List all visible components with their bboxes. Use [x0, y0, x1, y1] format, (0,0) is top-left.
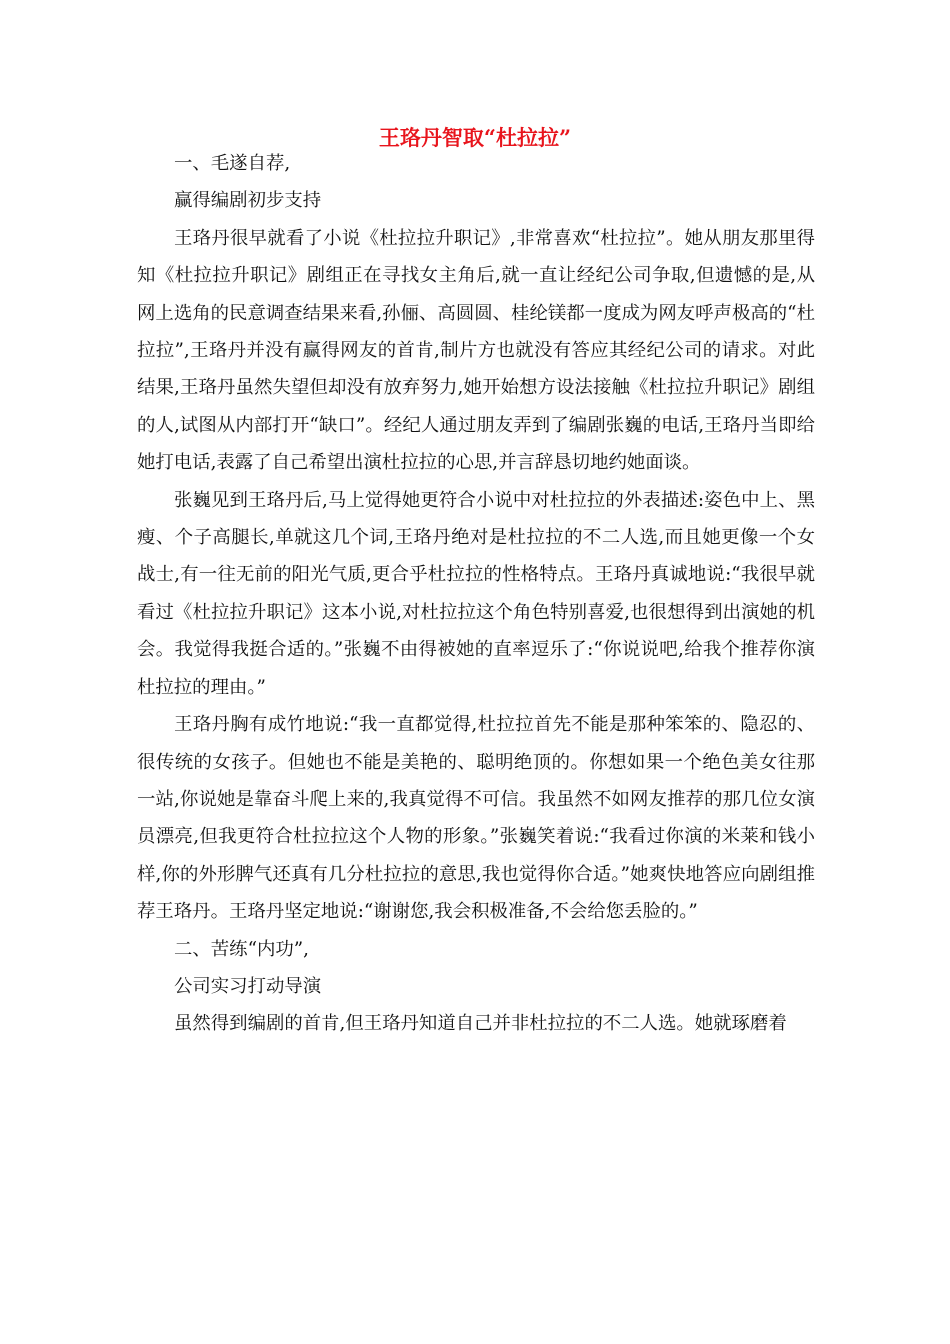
- section-subheading-1: 赢得编剧初步支持: [174, 190, 322, 212]
- document-title: 王珞丹智取“杜拉拉”: [378, 125, 572, 150]
- section-heading-1: 一、毛遂自荐,: [174, 153, 291, 174]
- section-heading-2: 二、苦练“内功”,: [174, 938, 309, 960]
- body-paragraph: 虽然得到编剧的首肯,但王珞丹知道自己并非杜拉拉的不二人选。她就琢磨着: [174, 1013, 787, 1035]
- section-subheading-2: 公司实习打动导演: [174, 975, 322, 997]
- body-paragraph: 张巍见到王珞丹后,马上觉得她更符合小说中对杜拉拉的外表描述:姿色中上、黑瘦、个子高腿长,单就这几个词,王珞丹绝对是杜拉拉的不二人选,而且她更像一个女战士,有一往无前的阳光气质,更合乎杜拉拉的性格特点。王珞丹真诚地说:“我很早就看过《杜拉拉升职记》这本小说,对杜拉拉这个角色特别喜爱,也很想得到出演她的机会。我觉得我挺合适的。”张巍不由得被她的直率逗乐了:“你说说吧,给我个推荐你演杜拉拉的理由。”: [137, 489, 815, 698]
- body-paragraph: 王珞丹胸有成竹地说:“我一直都觉得,杜拉拉首先不能是那种笨笨的、隐忍的、很传统的女孩子。但她也不能是美艳的、聪明绝顶的。你想如果一个绝色美女往那一站,你说她是靠奋斗爬上来的,我真觉得不可信。我虽然不如网友推荐的那几位女演员漂亮,但我更符合杜拉拉这个人物的形象。”张巍笑着说:“我看过你演的米莱和钱小样,你的外形脾气还真有几分杜拉拉的意思,我也觉得你合适。”她爽快地答应向剧组推荐王珞丹。王珞丹坚定地说:“谢谢您,我会积极准备,不会给您丢脸的。”: [137, 714, 815, 923]
- body-paragraph: 王珞丹很早就看了小说《杜拉拉升职记》,非常喜欢“杜拉拉”。她从朋友那里得知《杜拉拉升职记》剧组正在寻找女主角后,就一直让经纪公司争取,但遗憾的是,从网上选角的民意调查结果来看,孙俪、高圆圆、桂纶镁都一度成为网友呼声极高的“杜拉拉”,王珞丹并没有赢得网友的首肯,制片方也就没有答应其经纪公司的请求。对此结果,王珞丹虽然失望但却没有放弃努力,她开始想方设法接触《杜拉拉升职记》剧组的人,试图从内部打开“缺口”。经纪人通过朋友弄到了编剧张巍的电话,王珞丹当即给她打电话,表露了自己希望出演杜拉拉的心思,并言辞恳切地约她面谈。: [137, 227, 815, 474]
- document-body: [137, 145, 815, 1043]
